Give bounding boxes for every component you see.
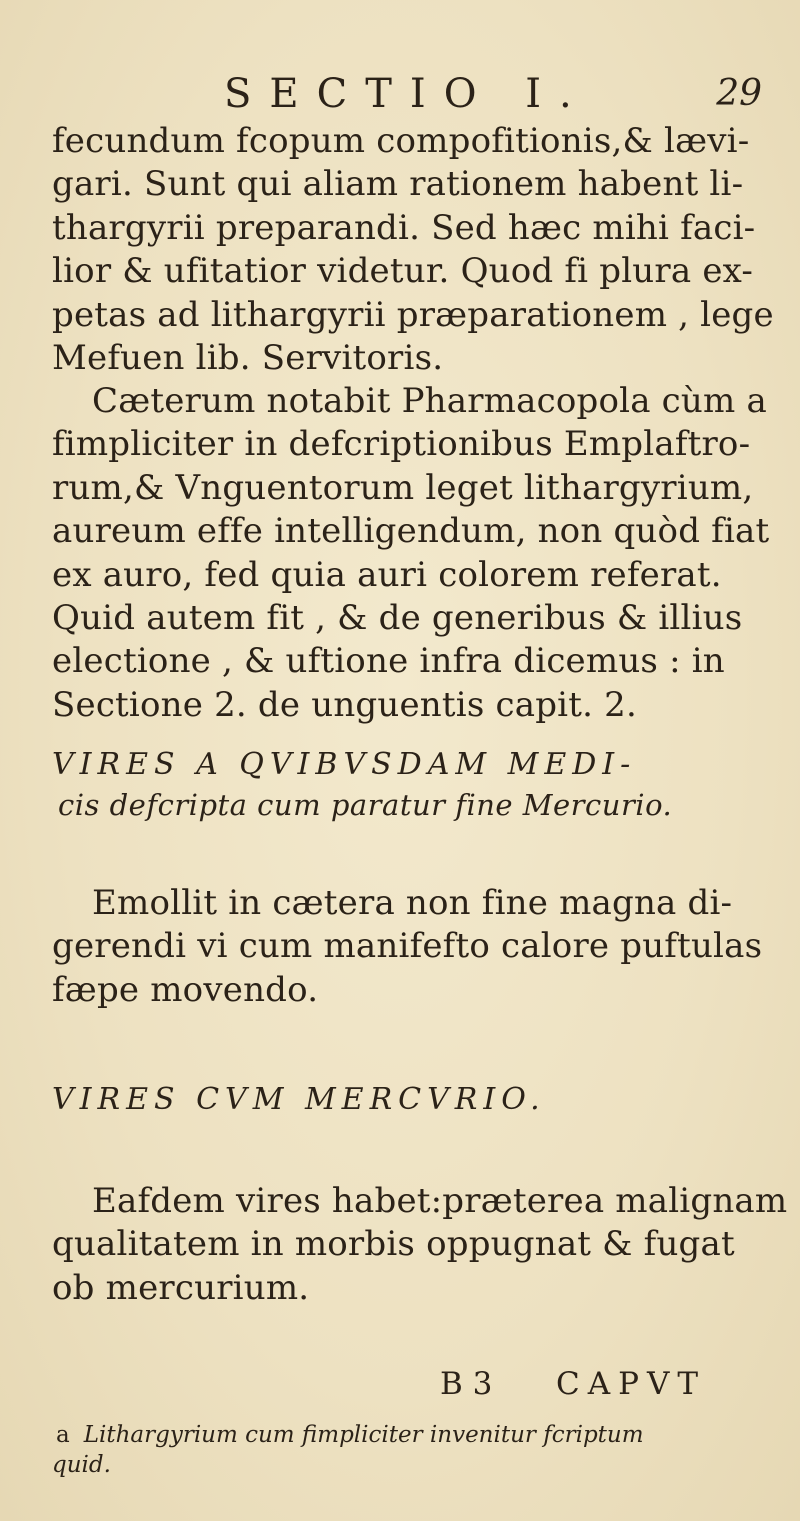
footnote-text: Lithargyrium cum fimpliciter invenitur fcriptum xyxy=(83,1422,644,1448)
footnote-mark: a xyxy=(56,1422,70,1448)
text-line: gari. Sunt qui aliam rationem habent li- xyxy=(52,164,744,205)
text-line: Emollit in cætera non fine magna di- xyxy=(92,883,733,923)
heading-main: VIRES A QVIBVSDAM MEDI- xyxy=(52,747,637,782)
signature-mark: B 3 xyxy=(440,1366,493,1402)
text-line: gerendi vi cum manifefto calore puftulas xyxy=(52,926,763,967)
text-line: electione , & uftione infra dicemus : in xyxy=(52,641,725,682)
paragraph-2 xyxy=(52,380,770,727)
page-number: 29 xyxy=(716,73,762,114)
catchword: CAPVT xyxy=(556,1366,707,1402)
text-line: Mefuen lib. Servitoris. xyxy=(52,338,444,379)
text-line: fæpe movendo. xyxy=(52,969,319,1010)
section-heading-vires-sine-mercurio xyxy=(52,745,758,825)
catchline xyxy=(0,1362,800,1406)
text-line: fecundum fcopum compofitionis,& lævi- xyxy=(52,121,750,161)
heading-sub: cis defcripta cum paratur fine Mercurio. xyxy=(58,788,673,822)
text-line: ob mercurium. xyxy=(52,1267,310,1308)
text-line: Sectione 2. de unguentis capit. 2. xyxy=(52,684,637,725)
text-line: Cæterum notabit Pharmacopola cùm a xyxy=(92,381,767,421)
running-title: SECTIO I. xyxy=(224,71,590,117)
text-line: rum,& Vnguentorum leget lithargyrium, xyxy=(52,467,754,508)
text-line: qualitatem in morbis oppugnat & fugat xyxy=(52,1224,735,1265)
text-line: petas ad lithargyrii præparationem , lege xyxy=(52,294,774,335)
section-heading-vires-cum-mercurio xyxy=(52,1080,758,1120)
text-line: lior & ufitatior videtur. Quod fi plura ex- xyxy=(52,251,754,292)
text-line: fimpliciter in defcriptionibus Emplaftro- xyxy=(52,424,751,465)
heading-main: VIRES CVM MERCVRIO. xyxy=(52,1082,546,1117)
text-line: Eafdem vires habet:præterea malignam xyxy=(92,1181,788,1221)
text-line: thargyrii preparandi. Sed hæc mihi faci- xyxy=(52,207,756,248)
footnote-line xyxy=(52,1420,764,1450)
text-line: Quid autem fit , & de generibus & illius xyxy=(52,598,743,639)
paragraph-3 xyxy=(52,882,763,1012)
text-line: ex auro, fed quia auri colorem referat. xyxy=(52,554,722,595)
footnote-line: quid. xyxy=(52,1452,111,1478)
paragraph-1 xyxy=(52,120,774,380)
running-head xyxy=(0,70,800,118)
footnote xyxy=(52,1420,764,1480)
paragraph-4 xyxy=(52,1180,788,1310)
text-line: aureum effe intelligendum, non quòd fiat xyxy=(52,511,770,552)
